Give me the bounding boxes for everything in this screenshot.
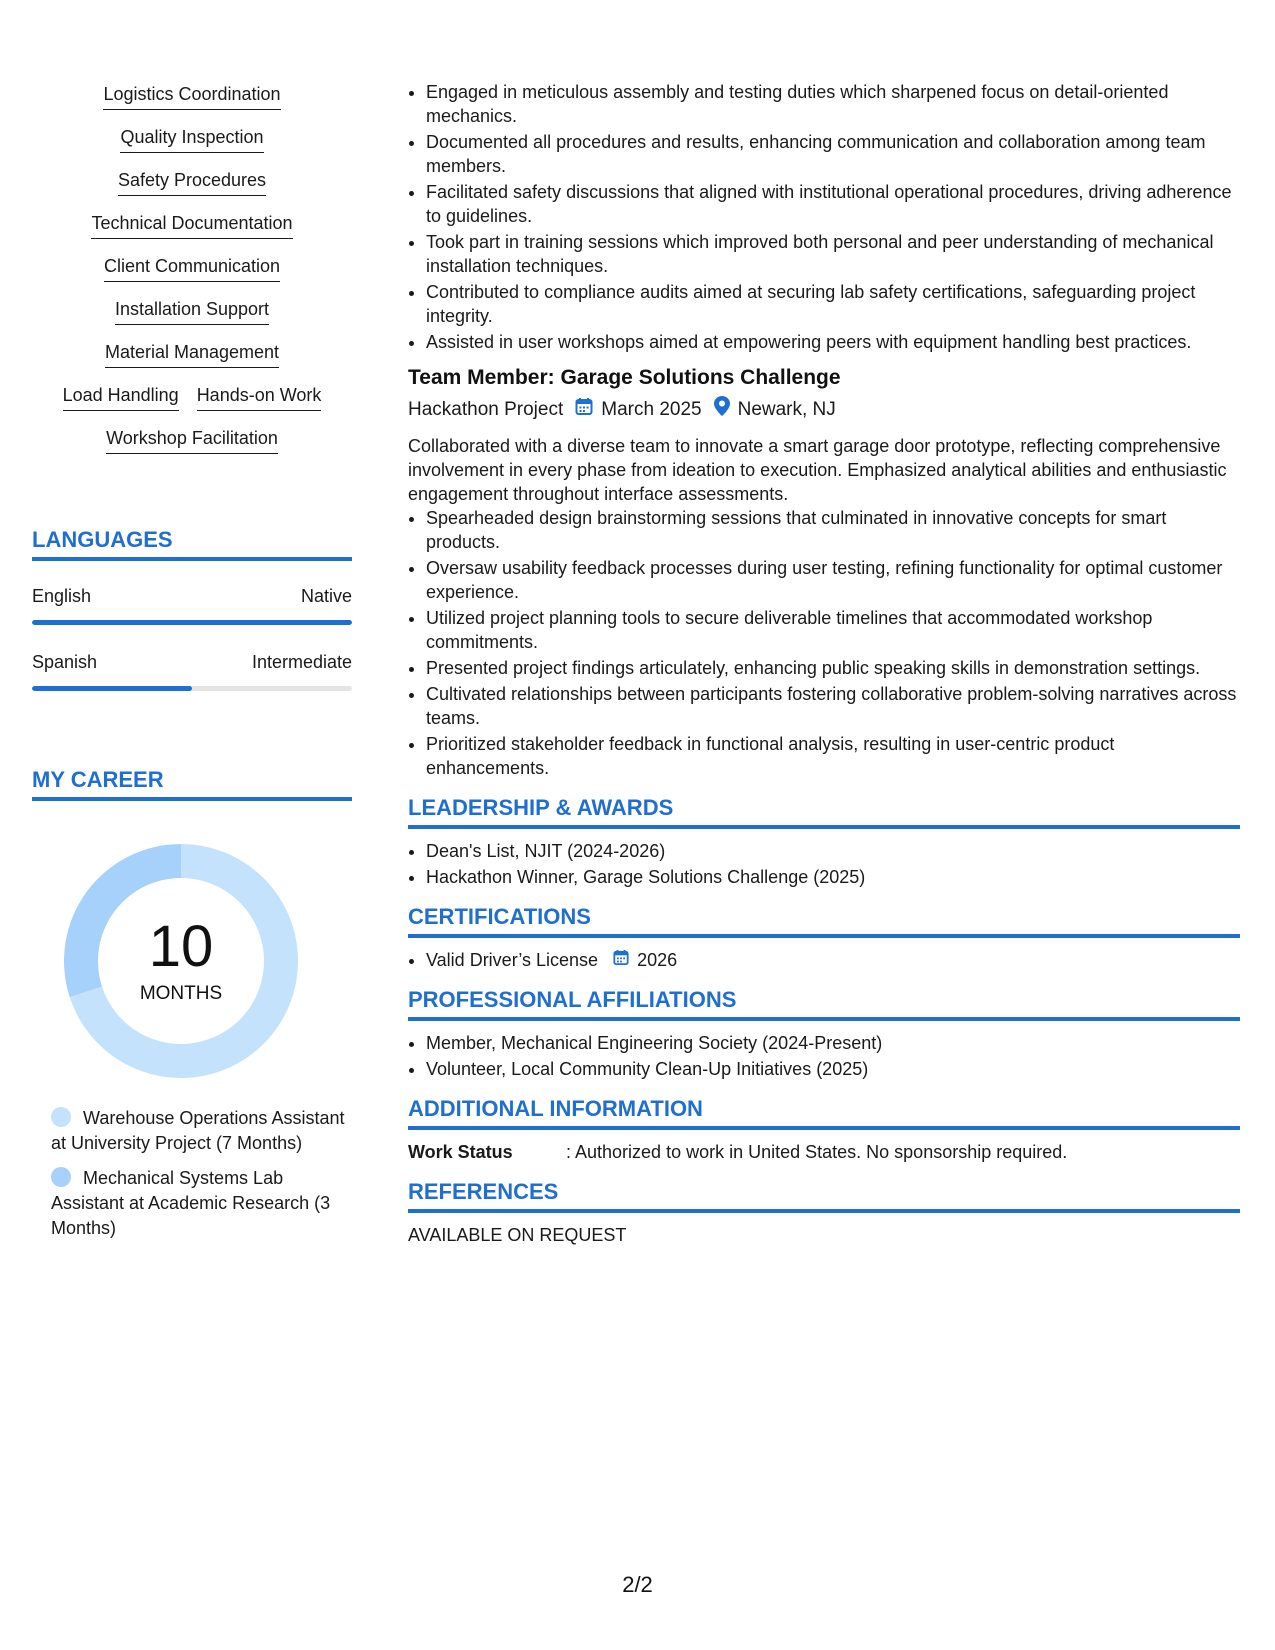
entry-location: Newark, NJ [737,399,836,420]
bullet-item: • Cultivated relationships between participants fostering collaborative problem-solving narratives across teams. [426,682,1240,730]
experience-bullets [408,80,1240,354]
bullet-item: • Utilized project planning tools to secure deliverable timelines that accommodated workshop commitments. [426,606,1240,654]
bullet-item: • Presented project findings articulately, enhancing public speaking skills in demonstration settings. [426,656,1240,680]
bullet-item: • Spearheaded design brainstorming sessions that culminated in innovative concepts for smart products. [426,506,1240,554]
language-proficiency-bar [32,686,352,691]
work-status-label: Work Status [408,1142,513,1162]
skill-tag: Client Communication [104,254,280,282]
skill-tag: Technical Documentation [91,211,292,239]
skill-tag: Quality Inspection [120,125,263,153]
entry-description: Collaborated with a diverse team to innovate a smart garage door prototype, reflecting comprehensive involvement in every phase from ideation to execution. Emphasized analytical abilities and enthusiastic engagement throughout interface assessments. [408,436,1227,504]
location-pin-icon [714,396,730,424]
language-name: Spanish [32,652,98,672]
languages-heading: LANGUAGES [32,526,352,561]
references-text: AVAILABLE ON REQUEST [408,1225,627,1245]
bullet-item: • Documented all procedures and results, enhancing communication and collaboration among team members. [426,130,1240,178]
bullet-item: • Facilitated safety discussions that aligned with institutional operational procedures, driving adherence to guidelines. [426,180,1240,228]
right-column [408,80,1240,1247]
bullet-item: • Contributed to compliance audits aimed at securing lab safety certifications, safeguarding project integrity. [426,280,1240,328]
certification-name: Valid Driver’s License [426,950,599,970]
skill-tag: Logistics Coordination [103,82,280,110]
affiliation-item: • Member, Mechanical Engineering Society (2024-Present) [426,1031,1240,1055]
affiliations-heading: PROFESSIONAL AFFILIATIONS [408,986,1240,1021]
entry-bullets [408,506,1240,780]
leadership-list [408,839,1240,889]
certifications-heading: CERTIFICATIONS [408,903,1240,938]
references-heading: REFERENCES [408,1178,1240,1213]
legend-dot [51,1167,71,1187]
skill-row [32,254,352,282]
language-name: English [32,586,92,606]
skill-tag: Load Handling [63,383,179,411]
skill-row [32,297,352,325]
calendar-icon [575,397,593,424]
career-legend [51,1106,351,1251]
language-item [32,584,352,625]
career-heading: MY CAREER [32,766,352,801]
skill-tag: Safety Procedures [118,168,266,196]
certification-item [426,948,1240,972]
bullet-item: • Prioritized stakeholder feedback in functional analysis, resulting in user-centric product enhancements. [426,732,1240,780]
skill-row [32,82,352,110]
award-item: • Dean's List, NJIT (2024-2026) [426,839,1240,863]
affiliations-list [408,1031,1240,1081]
entry-meta [408,396,1240,424]
career-donut-chart [64,844,298,1078]
affiliation-item: • Volunteer, Local Community Clean-Up Initiatives (2025) [426,1057,1240,1081]
skill-row [32,168,352,196]
award-item: • Hackathon Winner, Garage Solutions Challenge (2025) [426,865,1240,889]
skill-row [32,211,352,239]
leadership-heading: LEADERSHIP & AWARDS [408,794,1240,829]
additional-info-heading: ADDITIONAL INFORMATION [408,1095,1240,1130]
certifications-list [408,948,1240,972]
calendar-icon [613,948,629,972]
skill-row [32,340,352,368]
entry-date: March 2025 [601,399,702,420]
skill-tag: Material Management [105,340,279,368]
page-number: 2/2 [622,1572,653,1597]
skill-tag: Installation Support [115,297,269,325]
legend-dot [51,1107,71,1127]
bullet-item: • Assisted in user workshops aimed at empowering peers with equipment handling best practices. [426,330,1240,354]
work-status-value: : Authorized to work in United States. No sponsorship required. [566,1142,1068,1162]
skill-row [32,426,352,454]
entry-title: Team Member: Garage Solutions Challenge [408,366,841,389]
language-item [32,650,352,691]
skill-tag: Workshop Facilitation [106,426,278,454]
entry-org: Hackathon Project [408,399,564,420]
skill-row [32,383,352,411]
language-proficiency-fill [32,686,192,691]
skill-row [32,125,352,153]
left-column [32,82,352,1238]
skill-tag: Hands-on Work [197,383,322,411]
career-legend-item [51,1166,351,1241]
language-level: Native [300,586,352,606]
language-proficiency-bar [32,620,352,625]
skills-list [32,82,352,454]
bullet-item: • Took part in training sessions which improved both personal and peer understanding of mechanical installation techniques. [426,230,1240,278]
career-total-months: 10 [148,914,214,979]
language-level: Intermediate [251,652,352,672]
bullet-item: • Engaged in meticulous assembly and testing duties which sharpened focus on detail-oriented mechanics. [426,80,1240,128]
career-legend-label: Warehouse Operations Assistant at University Project (7 Months) [51,1108,345,1153]
language-proficiency-fill [32,620,352,625]
work-status-row [408,1140,1240,1164]
certification-year: 2026 [637,950,678,970]
career-legend-label: Mechanical Systems Lab Assistant at Academic Research (3 Months) [51,1168,331,1238]
career-legend-item [51,1106,351,1156]
bullet-item: • Oversaw usability feedback processes during user testing, refining functionality for optimal customer experience. [426,556,1240,604]
career-total-unit: MONTHS [139,983,223,1004]
